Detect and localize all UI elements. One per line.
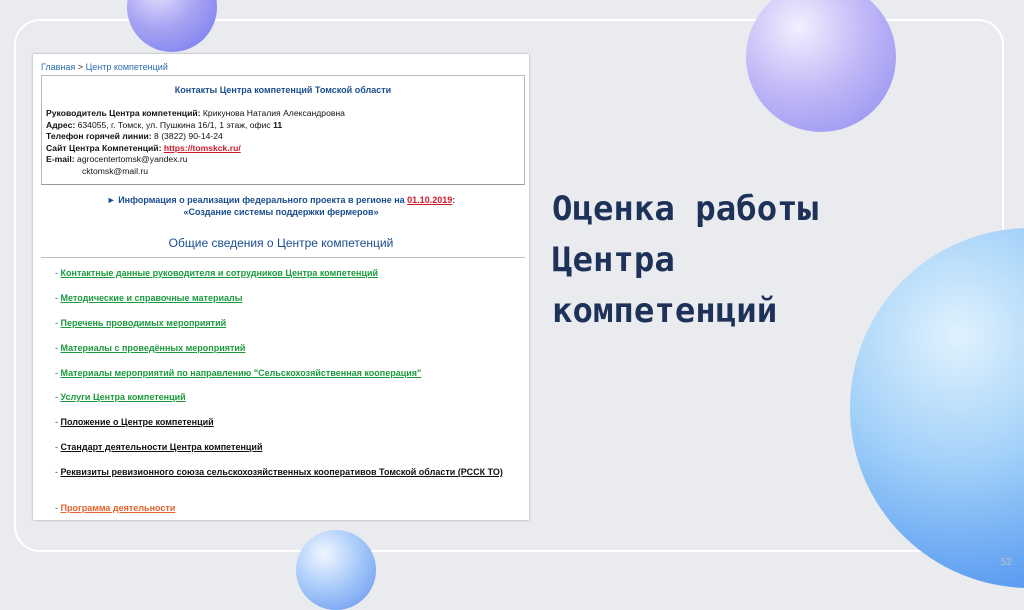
link-requisites[interactable]: Реквизиты ревизионного союза сельскохозяйственных кооперативов Томской области (РССК ТО)	[60, 467, 503, 477]
contact-row-address	[46, 120, 345, 132]
list-item	[55, 343, 245, 353]
list-dash: -	[55, 442, 58, 452]
link-events-list[interactable]: Перечень проводимых мероприятий	[60, 318, 227, 328]
list-dash: -	[55, 503, 58, 513]
slide-title	[552, 184, 882, 337]
contacts-box	[41, 75, 525, 185]
link-regulation[interactable]: Положение о Центре компетенций	[60, 417, 214, 427]
contact-label: Телефон горячей линии:	[46, 131, 152, 141]
info-prefix: ► Информация о реализации федерального проекта в регионе на	[106, 195, 405, 205]
slide-title-line: Оценка работы	[552, 189, 819, 229]
list-item	[55, 417, 214, 427]
page-number: 52	[1000, 557, 1012, 568]
info-project-name: «Создание системы поддержки фермеров»	[183, 207, 379, 217]
section-heading: Общие сведения о Центре компетенций	[168, 236, 394, 250]
list-item	[55, 442, 263, 452]
link-standard[interactable]: Стандарт деятельности Центра компетенций	[60, 442, 263, 452]
slide-title-line: Центра	[552, 240, 675, 280]
list-dash: -	[55, 467, 58, 477]
link-services[interactable]: Услуги Центра компетенций	[60, 392, 186, 402]
contact-row-site	[46, 143, 345, 155]
contact-label: E-mail:	[46, 154, 75, 164]
email-link[interactable]: cktomsk@mail.ru	[82, 165, 149, 176]
list-dash: -	[55, 417, 58, 427]
contact-value: 634055, г. Томск, ул. Пушкина 16/1, 1 этаж, офис	[77, 119, 271, 130]
breadcrumb-separator: >	[77, 62, 84, 72]
list-item	[55, 503, 175, 513]
contact-value-office: 11	[273, 119, 283, 130]
list-item	[55, 467, 515, 478]
project-info	[33, 194, 529, 218]
contact-label: Сайт Центра Компетенций:	[46, 142, 162, 153]
list-item	[55, 318, 226, 328]
contact-row-head	[46, 108, 345, 120]
decorative-bubble	[296, 530, 376, 610]
breadcrumb-home-link[interactable]: Главная	[41, 62, 76, 72]
list-item	[55, 268, 378, 278]
contact-label: Руководитель Центра компетенций:	[46, 108, 201, 118]
contacts-title: Контакты Центра компетенций Томской области	[174, 85, 392, 95]
contact-value: Крикунова Наталия Александровна	[202, 108, 345, 118]
breadcrumb	[41, 62, 168, 72]
slide-title-line: компетенций	[552, 291, 778, 331]
link-cooperation-materials[interactable]: Материалы мероприятий по направлению "Сельскохозяйственная кооперация"	[60, 368, 422, 378]
list-item	[55, 293, 242, 303]
list-dash: -	[55, 318, 58, 328]
list-dash: -	[55, 392, 58, 402]
list-dash: -	[55, 293, 58, 303]
list-item	[55, 392, 186, 402]
info-date-link[interactable]: 01.10.2019	[407, 195, 453, 205]
list-dash: -	[55, 268, 58, 278]
contact-row-email2	[46, 166, 345, 178]
contact-row-phone	[46, 131, 345, 143]
contact-value: 8 (3822) 90-14-24	[154, 131, 223, 141]
site-link[interactable]: https://tomskck.ru/	[163, 142, 241, 153]
email-link[interactable]: agrocentertomsk@yandex.ru	[77, 154, 188, 164]
list-item	[55, 368, 421, 378]
link-events-materials[interactable]: Материалы с проведённых мероприятий	[60, 343, 246, 353]
divider	[41, 257, 525, 258]
contact-label: Адрес:	[46, 119, 76, 130]
link-program[interactable]: Программа деятельности	[60, 503, 176, 513]
info-suffix: :	[452, 195, 456, 205]
breadcrumb-current: Центр компетенций	[85, 62, 168, 72]
link-methodical-materials[interactable]: Методические и справочные материалы	[60, 293, 243, 303]
link-contacts-staff[interactable]: Контактные данные руководителя и сотрудников Центра компетенций	[60, 268, 379, 278]
website-screenshot	[33, 54, 529, 520]
list-dash: -	[55, 343, 58, 353]
contact-row-email	[46, 154, 345, 166]
list-dash: -	[55, 368, 58, 378]
